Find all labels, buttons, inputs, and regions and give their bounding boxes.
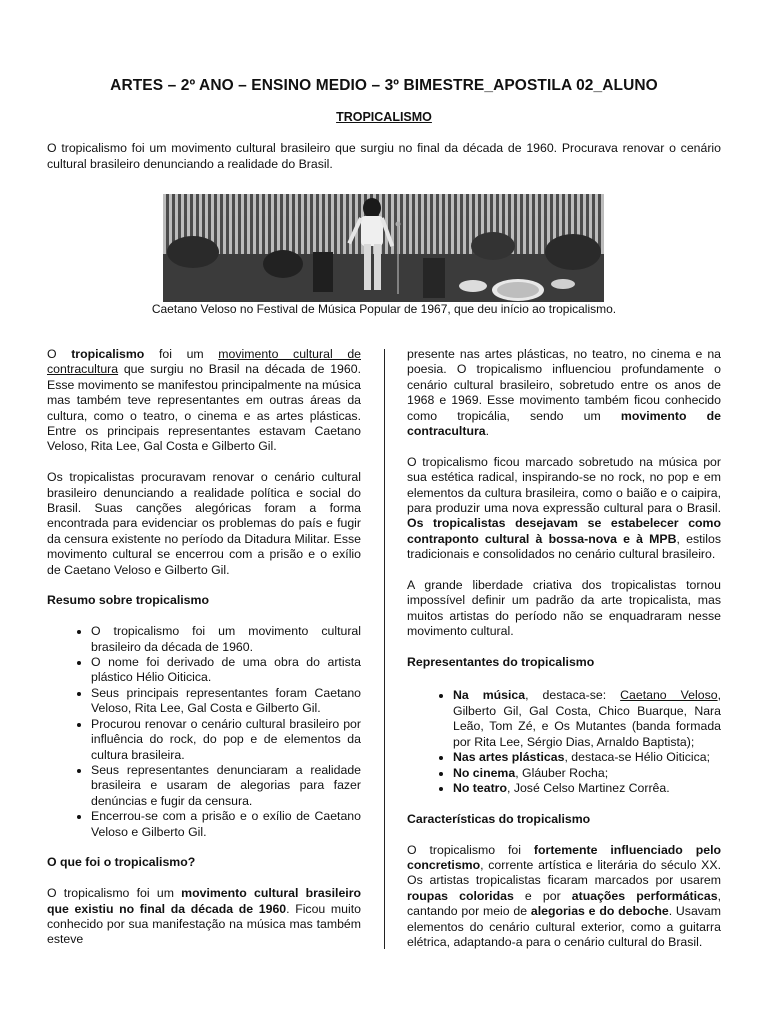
list-item: • Seus representantes denunciaram a realidade brasileira e usaram de alegorias para fazer denúncias e fugir da censura. bbox=[91, 763, 361, 809]
section-title: TROPICALISMO bbox=[336, 110, 432, 124]
link-caetano-veloso[interactable]: Caetano Veloso bbox=[620, 688, 718, 703]
paragraph-liberdade: A grande liberdade criativa dos tropicalistas tornou impossível definir um padrão da arte tropicalista, mas muitos artistas do período não se enquadraram nesse movimento cultural. bbox=[407, 578, 721, 639]
heading-o-que-foi: O que foi o tropicalismo? bbox=[47, 855, 196, 870]
left-column bbox=[47, 347, 361, 963]
list-item: • Nas artes plásticas, destaca-se Hélio Oiticica; bbox=[453, 750, 721, 765]
link-movimento-cultural[interactable]: movimento cultural de contracultura bbox=[47, 347, 361, 377]
document-title: ARTES – 2º ANO – ENSINO MEDIO – 3º BIMESTRE_APOSTILA 02_ALUNO bbox=[110, 77, 658, 94]
list-item: • Na música, destaca-se: Caetano Veloso, Gilberto Gil, Gal Costa, Chico Buarque, Nara Leão, Tom Zé, e Os Mutantes (banda formada por Rita Lee, Sérgio Dias, Arnaldo Baptista); bbox=[453, 688, 721, 750]
representantes-list bbox=[407, 688, 721, 796]
festival-photo-image bbox=[163, 194, 604, 302]
paragraph-estetica: O tropicalismo ficou marcado sobretudo na música por sua estética radical, inspirando-se no rock, no pop e em elementos da cultura brasileira, como o baião e o caipira, para produzir uma nova expressão cultural para o Brasil. Os tropicalistas desejavam se estabelecer como contraponto cultural à bossa-nova e à MPB, estilos tradicionais e consolidados no cenário cultural brasileiro. bbox=[407, 454, 721, 562]
resumo-list bbox=[47, 624, 361, 840]
heading-representantes: Representantes do tropicalismo bbox=[407, 655, 595, 670]
list-item: • No teatro, José Celso Martinez Corrêa. bbox=[453, 781, 721, 796]
list-item: • No cinema, Gláuber Rocha; bbox=[453, 766, 721, 781]
paragraph-caracteristicas: O tropicalismo foi fortemente influenciado pelo concretismo, corrente artística e literária do século XX. Os artistas tropicalistas ficaram marcados por usarem roupas coloridas e por atuações performáticas, cantando por meio de alegorias e do deboche. Usavam elementos do cenário cultural exterior, como a guitarra elétrica, adaptando-a para o cenário cultural do Brasil. bbox=[407, 842, 722, 949]
paragraph-continuation: presente nas artes plásticas, no teatro, no cinema e na poesia. O tropicalismo influenciou profundamente o cenário cultural brasileiro, sobretudo entre os anos de 1968 e 1969. Esse movimento também ficou conhecido como tropicália, sendo um movimento de contracultura. bbox=[407, 347, 722, 439]
paragraph-tropicalistas: Os tropicalistas procuravam renovar o cenário cultural brasileiro denunciando a realidade política e social do Brasil. Suas canções alegóricas foram a forma encontrada para evidenciar os problemas do país e fugir da censura existente no período da Ditadura Militar. Esse movimento cultural se encerrou com a prisão e o exílio de Caetano Veloso e Gilberto Gil. bbox=[47, 470, 361, 577]
intro-paragraph: O tropicalismo foi um movimento cultural brasileiro que surgiu no final da década de 1960. Procurava renovar o cenário cultural brasileiro denunciando a realidade do Brasil. bbox=[47, 141, 721, 171]
festival-photo bbox=[163, 194, 604, 302]
list-item: • Seus principais representantes foram Caetano Veloso, Rita Lee, Gal Costa e Gilberto Gil. bbox=[91, 686, 361, 717]
list-item: • Encerrou-se com a prisão e o exílio de Caetano Veloso e Gilberto Gil. bbox=[91, 809, 361, 840]
list-item: • O tropicalismo foi um movimento cultural brasileiro da década de 1960. bbox=[91, 624, 361, 655]
right-column bbox=[407, 347, 721, 966]
photo-caption: Caetano Veloso no Festival de Música Popular de 1967, que deu início ao tropicalismo. bbox=[151, 302, 617, 316]
heading-resumo: Resumo sobre tropicalismo bbox=[47, 593, 209, 608]
list-item: • Procurou renovar o cenário cultural brasileiro por influência do rock, do pop e de elementos da cultura brasileira. bbox=[91, 717, 361, 763]
heading-caracteristicas: Características do tropicalismo bbox=[407, 811, 591, 826]
paragraph-o-que-foi: O tropicalismo foi um movimento cultural brasileiro que existiu no final da década de 1960. Ficou muito conhecido por sua manifestação na música mas também esteve bbox=[47, 886, 362, 947]
list-item: • O nome foi derivado de uma obra do artista plástico Hélio Oiticica. bbox=[91, 655, 361, 686]
column-divider bbox=[384, 349, 385, 949]
paragraph-definition: O tropicalismo foi um movimento cultural de contracultura que surgiu no Brasil na década de 1960. Esse movimento se manifestou principalmente na música mas também teve representantes em outras áreas da cultura, como o teatro, o cinema e as artes plásticas. Entre os principais representantes estavam Caetano Veloso, Rita Lee, Gal Costa e Gilberto Gil. bbox=[47, 347, 361, 454]
